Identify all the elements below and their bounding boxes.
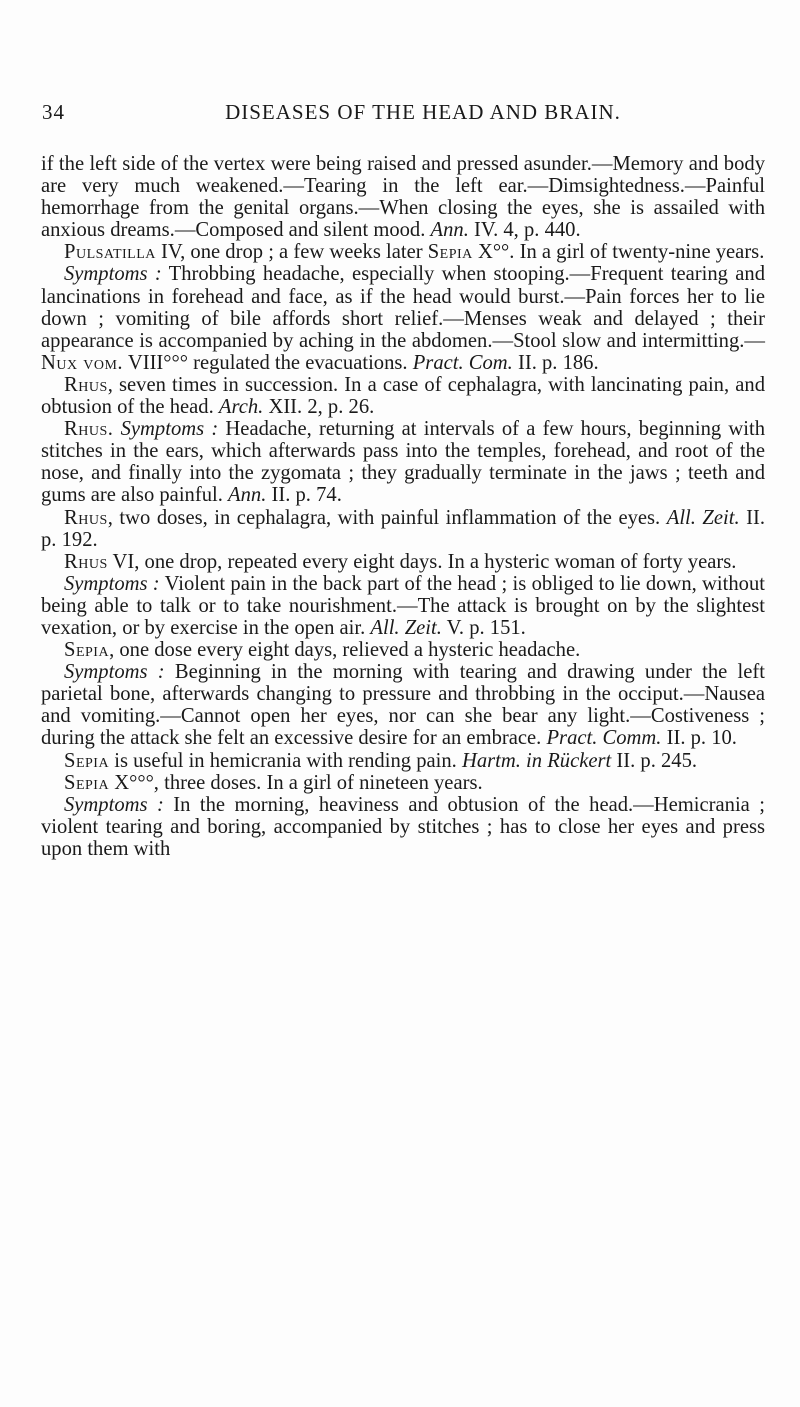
remedy-name: Sepia — [64, 771, 110, 794]
text-run: if the left side of the vertex were being raised and pressed asunder.—Memory and body are very much weakened.—Tearing in the left ear.—Dimsightedness.—Painful hemorrhage from the genital organs.—When closing the eyes, she is assailed with anxious dreams.—Composed and silent mood. — [41, 153, 765, 242]
italic-text: Pract. Com. — [412, 351, 513, 374]
italic-text: Symptoms : — [120, 418, 219, 441]
remedy-name: Nux vom. — [41, 351, 124, 374]
paragraph — [41, 551, 765, 573]
text-run: II. p. 192. — [41, 506, 766, 551]
remedy-name: Sepia — [64, 639, 110, 662]
text-run: II. p. 245. — [611, 749, 698, 772]
text-run: II. p. 74. — [266, 484, 342, 507]
text-run — [113, 418, 120, 440]
text-run: Headache, returning at intervals of a few hours, beginning with stitches in the ears, which afterwards pass into the temples, forehead, and root of the nose, and finally into the zygomata ; they gradually terminate in the jaws ; teeth and gums are also painful. — [41, 418, 765, 507]
text-run: is useful in hemicrania with rending pain. — [109, 749, 462, 772]
paragraph — [41, 794, 765, 860]
remedy-name: Pulsatilla — [64, 241, 156, 264]
italic-text: Symptoms : — [64, 263, 162, 286]
paragraph — [41, 418, 765, 506]
italic-text: Symptoms : — [64, 572, 160, 595]
remedy-name: Rhus. — [64, 418, 114, 441]
italic-text: All. Zeit. — [666, 506, 740, 529]
text-run: VIII°°° regulated the evacuations. — [123, 351, 413, 374]
page-number: 34 — [42, 100, 65, 124]
text-run: V. p. 151. — [441, 616, 526, 639]
paragraph — [41, 639, 765, 661]
paragraph — [41, 241, 765, 263]
body-text — [41, 153, 765, 860]
text-run: , two doses, in cephalagra, with painful inflammation of the eyes. — [107, 506, 667, 529]
text-run: IV, one drop ; a few weeks later — [155, 241, 428, 264]
italic-text: Symptoms : — [64, 661, 165, 684]
paragraph — [41, 772, 765, 794]
text-run: VI, one drop, repeated every eight days. In a hysteric woman of forty years. — [107, 550, 737, 573]
italic-text: Ann. — [430, 219, 469, 242]
text-run: Violent pain in the back part of the head ; is obliged to lie down, without being able to talk or to take nourishment.—The attack is brought on by the slightest vexation, or by exercise in the open air. — [41, 572, 765, 639]
running-title: DISEASES OF THE HEAD AND BRAIN. — [225, 100, 621, 124]
paragraph — [41, 573, 765, 639]
remedy-name: Sepia — [64, 749, 110, 772]
text-run: Throbbing headache, especially when stooping.—Frequent tearing and lancinations in forehead and face, as if the head would burst.—Pain forces her to lie down ; vomiting of bile affords short relief.—Menses weak and delayed ; their appearance is accompanied by aching in the abdomen.—Stool slow and intermitting.— — [41, 263, 765, 352]
italic-text: Pract. Comm. — [546, 727, 662, 750]
paragraph — [41, 153, 765, 241]
text-run: Beginning in the morning with tearing and drawing under the left parietal bone, afterwards changing to pressure and throbbing in the occiput.—Nausea and vomiting.—Cannot open her eyes, nor can she bear any light.—Costiveness ; during the attack she felt an excessive desire for an embrace. — [41, 661, 765, 750]
paragraph — [41, 507, 765, 551]
italic-text: Symptoms : — [64, 793, 164, 816]
text-run: In the morning, heaviness and obtusion of the head.—Hemicrania ; violent tearing and boring, accompanied by stitches ; has to close her eyes and press upon them with — [41, 793, 765, 860]
text-run: II. p. 10. — [661, 727, 737, 750]
remedy-name: Sepia — [427, 241, 473, 264]
remedy-name: Rhus — [64, 506, 108, 529]
remedy-name: Rhus — [64, 373, 108, 396]
paragraph — [41, 374, 765, 418]
text-run: , seven times in succession. In a case of cephalagra, with lancinating pain, and obtusion of the head. — [41, 373, 765, 419]
text-run: IV. 4, p. 440. — [468, 219, 581, 242]
text-run: , one dose every eight days, relieved a hysteric headache. — [109, 639, 581, 662]
italic-text: All. Zeit. — [370, 616, 442, 639]
italic-text: Hartm. in Rückert — [461, 749, 612, 772]
italic-text: Arch. — [218, 396, 264, 419]
remedy-name: Rhus — [64, 550, 108, 573]
paragraph — [41, 661, 765, 749]
text-run: II. p. 186. — [512, 351, 599, 374]
italic-text: Ann. — [228, 484, 267, 507]
text-run: X°°. In a girl of twenty-nine years. — [472, 241, 765, 264]
paragraph — [41, 263, 765, 373]
running-head — [42, 100, 764, 130]
text-run: XII. 2, p. 26. — [263, 396, 375, 419]
text-run: X°°°, three doses. In a girl of nineteen years. — [109, 771, 483, 794]
paragraph — [41, 750, 765, 772]
